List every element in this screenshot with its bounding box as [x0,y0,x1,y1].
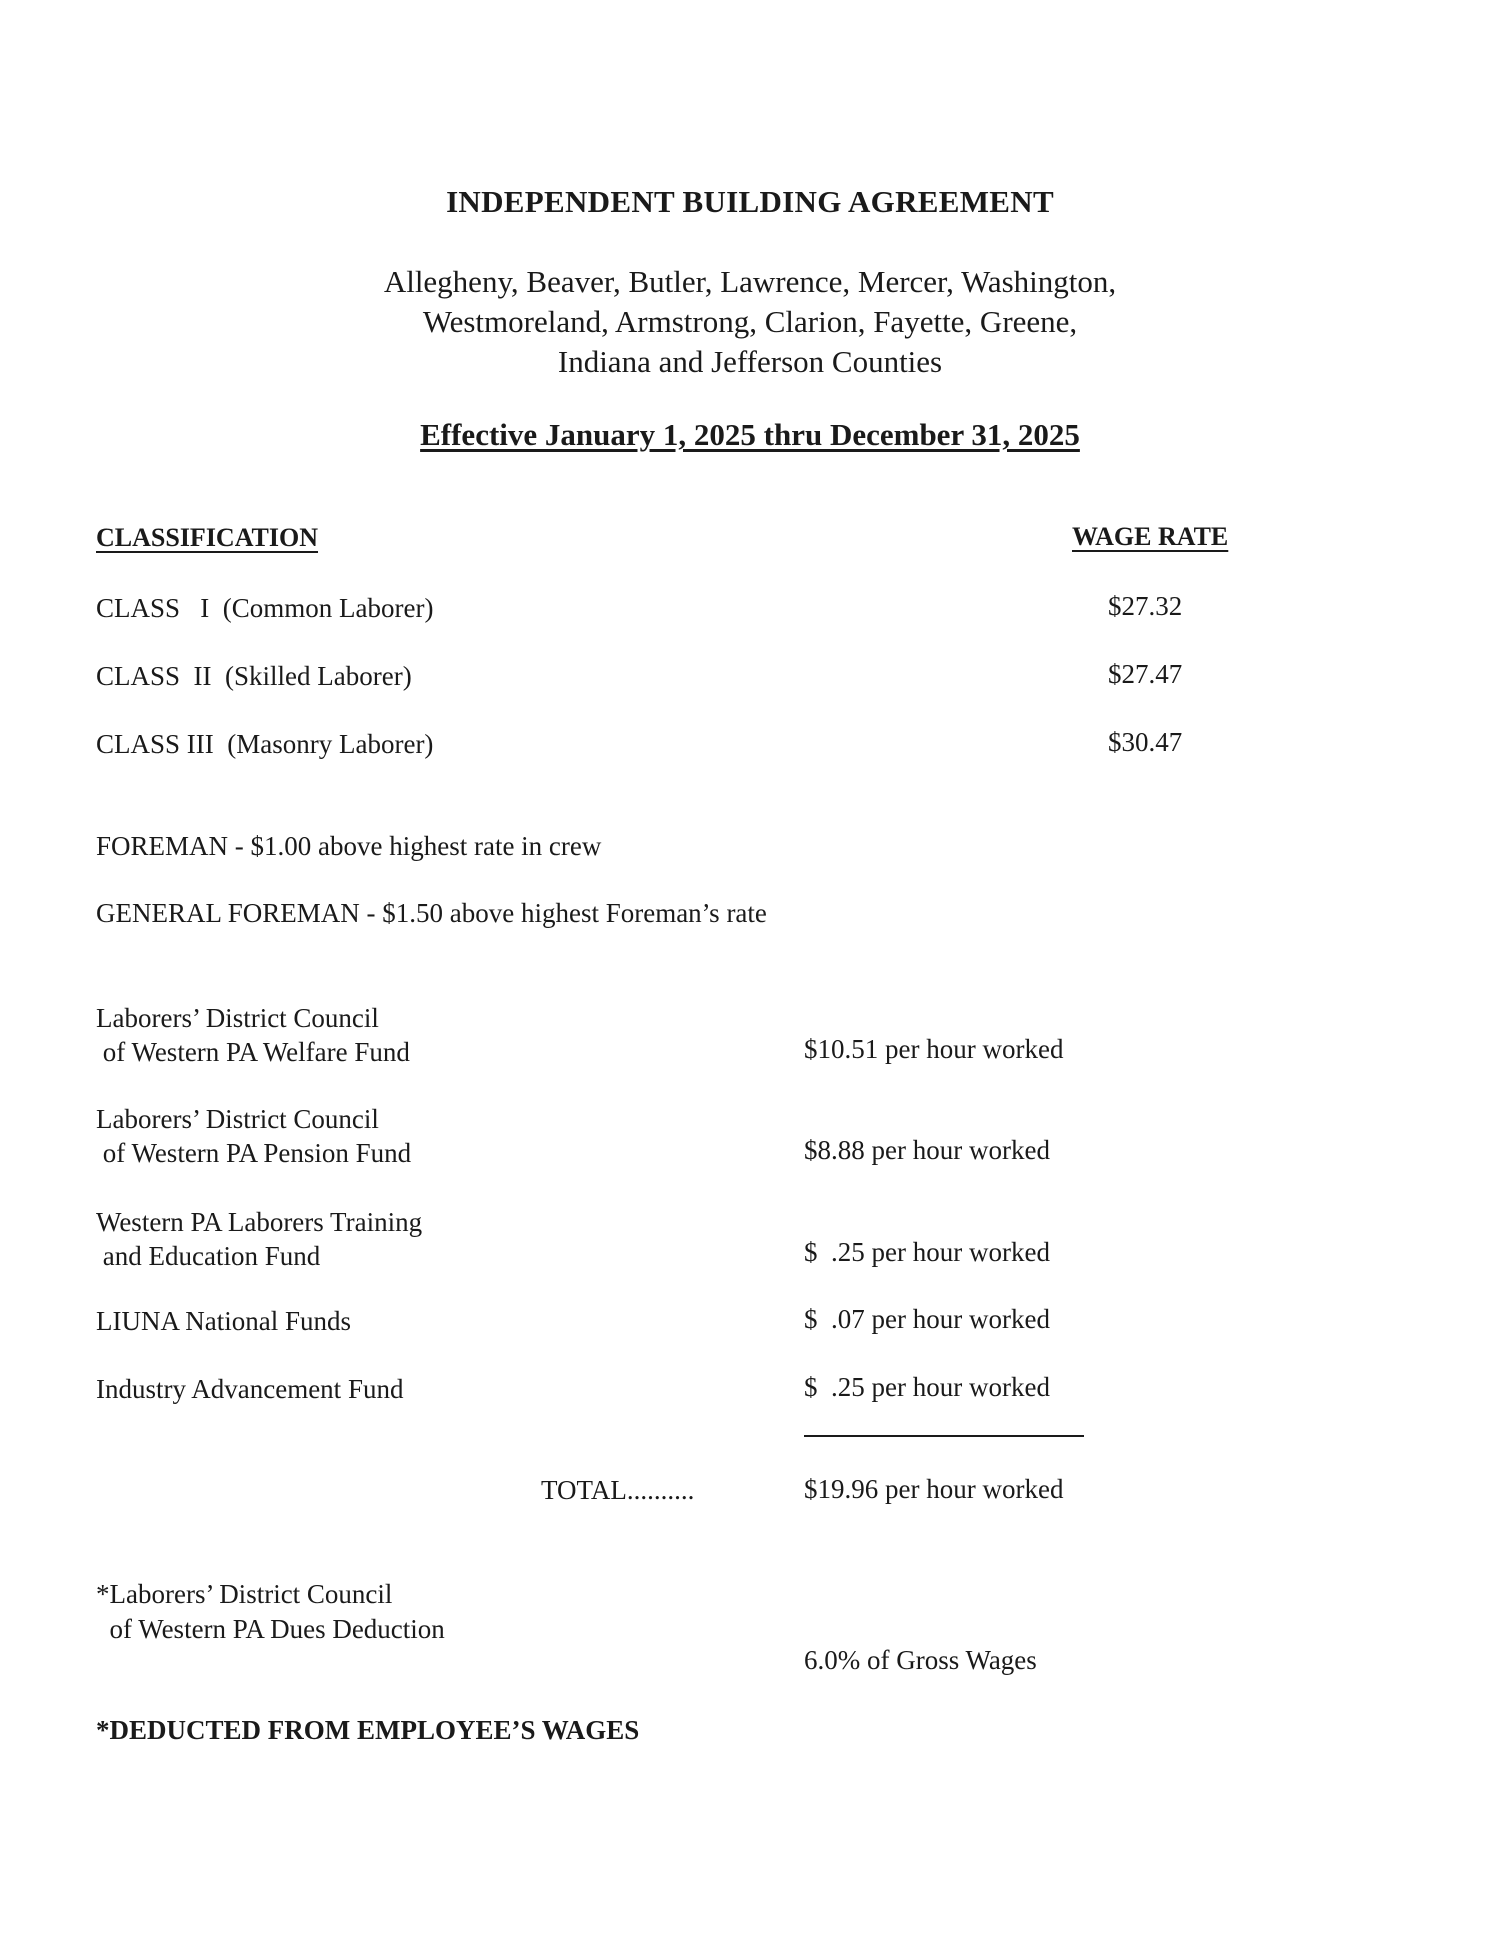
counties-list [0,262,1500,382]
class-2-rate: $27.47 [1108,659,1183,689]
footnote: *DEDUCTED FROM EMPLOYEE’S WAGES [96,1715,640,1745]
wage-rate-header: WAGE RATE [1072,522,1229,551]
counties-line-3: Indiana and Jefferson Counties [557,344,943,379]
total-rule [804,1435,1084,1437]
classification-header: CLASSIFICATION [96,523,319,552]
industry-fund-amount: $ .25 per hour worked [804,1372,1050,1402]
foreman-rate: FOREMAN - $1.00 above highest rate in crew [96,831,602,861]
training-fund-amount: $ .25 per hour worked [804,1237,1050,1267]
general-foreman-rate: GENERAL FOREMAN - $1.50 above highest Foreman’s rate [96,898,767,928]
total-amount: $19.96 per hour worked [804,1474,1064,1504]
class-1-rate: $27.32 [1108,591,1183,621]
liuna-fund-label: LIUNA National Funds [96,1306,351,1336]
class-3-label: CLASS III (Masonry Laborer) [96,729,434,759]
training-fund-label: Western PA Laborers Training and Education Fund [96,1207,423,1271]
effective-dates [0,417,1500,453]
dues-deduction-label: *Laborers’ District Council of Western PA Dues Deduction [96,1579,445,1644]
document-title: INDEPENDENT BUILDING AGREEMENT [446,184,1054,219]
total-label: TOTAL.......... [541,1475,695,1505]
dues-deduction-amount: 6.0% of Gross Wages [804,1645,1037,1675]
industry-fund-label: Industry Advancement Fund [96,1374,404,1404]
pension-fund-amount: $8.88 per hour worked [804,1135,1050,1165]
liuna-fund-amount: $ .07 per hour worked [804,1304,1050,1334]
class-3-rate: $30.47 [1108,727,1183,757]
welfare-fund-amount: $10.51 per hour worked [804,1034,1064,1064]
effective-dates-text: Effective January 1, 2025 thru December 31, 2025 [420,417,1080,452]
welfare-fund-label: Laborers’ District Council of Western PA Welfare Fund [96,1003,410,1067]
counties-line-1: Allegheny, Beaver, Butler, Lawrence, Mercer, Washington, [383,264,1117,299]
class-1-label: CLASS I (Common Laborer) [96,593,434,623]
pension-fund-label: Laborers’ District Council of Western PA Pension Fund [96,1104,412,1168]
class-2-label: CLASS II (Skilled Laborer) [96,661,412,691]
counties-line-2: Westmoreland, Armstrong, Clarion, Fayette, Greene, [422,304,1078,339]
